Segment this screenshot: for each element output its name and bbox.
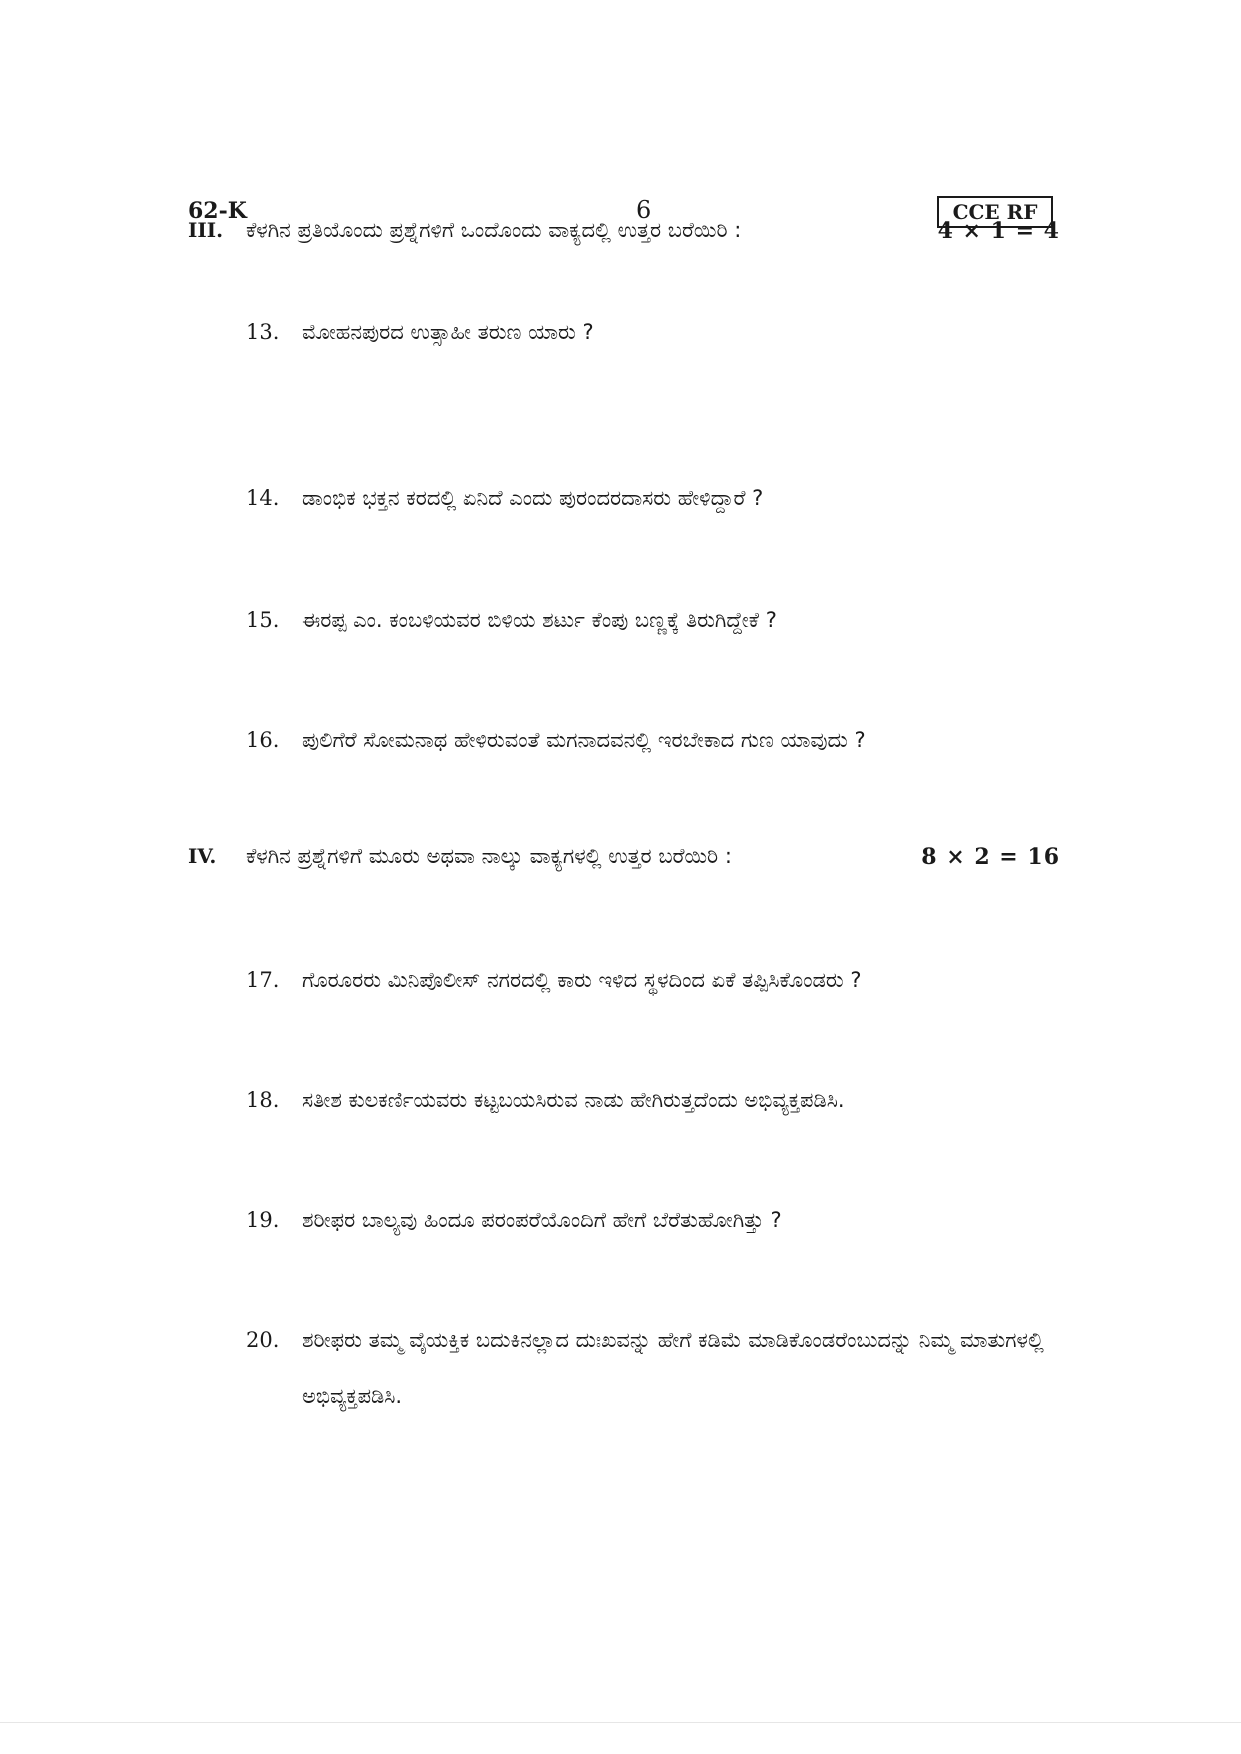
- question-number: 13.: [246, 320, 280, 344]
- cce-rf-box: CCE RF: [937, 196, 1053, 228]
- section-instruction: ಕೆಳಗಿನ ಪ್ರಶ್ನೆಗಳಿಗೆ ಮೂರು ಅಥವಾ ನಾಲ್ಕು ವಾಕ್ಯಗಳಲ್ಲಿ ಉತ್ತರ ಬರೆಯಿರಿ :: [246, 844, 732, 868]
- question-number: 19.: [246, 1208, 280, 1232]
- question-number: 16.: [246, 728, 280, 752]
- question-text: ಮೋಹನಪುರದ ಉತ್ಸಾಹೀ ತರುಣ ಯಾರು ?: [302, 320, 594, 344]
- question-text: ಡಾಂಭಿಕ ಭಕ್ತನ ಕರದಲ್ಲಿ ಏನಿದೆ ಎಂದು ಪುರಂದರದಾಸರು ಹೇಳಿದ್ದಾರೆ ?: [302, 486, 764, 510]
- question-text: ಈರಪ್ಪ ಎಂ. ಕಂಬಳಿಯವರ ಬಿಳಿಯ ಶರ್ಟು ಕೆಂಪು ಬಣ್ಣಕ್ಕೆ ತಿರುಗಿದ್ದೇಕೆ ?: [302, 608, 777, 632]
- section-marks: 8 × 2 = 16: [921, 844, 1060, 870]
- question-number: 17.: [246, 968, 280, 992]
- question-text: ಶರೀಫರ ಬಾಲ್ಯವು ಹಿಂದೂ ಪರಂಪರೆಯೊಂದಿಗೆ ಹೇಗೆ ಬೆರೆತುಹೋಗಿತ್ತು ?: [302, 1208, 782, 1232]
- page-number: 6: [636, 196, 652, 224]
- section-marks: 4 × 1 = 4: [937, 218, 1060, 244]
- section-number: III.: [188, 218, 224, 242]
- question-text: ಶರೀಫರು ತಮ್ಮ ವೈಯಕ್ತಿಕ ಬದುಕಿನಲ್ಲಾದ ದುಃಖವನ್ನು ಹೇಗೆ ಕಡಿಮೆ ಮಾಡಿಕೊಂಡರೆಂಬುದನ್ನು ನಿಮ್ಮ ಮಾತುಗಳಲ್ಲಿ ಅಭಿವ್ಯಕ್ತಪಡಿಸಿ.: [302, 1328, 1044, 1408]
- question-number: 18.: [246, 1088, 280, 1112]
- section-instruction: ಕೆಳಗಿನ ಪ್ರತಿಯೊಂದು ಪ್ರಶ್ನೆಗಳಿಗೆ ಒಂದೊಂದು ವಾಕ್ಯದಲ್ಲಿ ಉತ್ತರ ಬರೆಯಿರಿ :: [246, 218, 742, 242]
- question-number: 14.: [246, 486, 280, 510]
- question-number: 15.: [246, 608, 280, 632]
- question-text: ಗೊರೂರರು ಮಿನಿಪೊಲೀಸ್ ನಗರದಲ್ಲಿ ಕಾರು ಇಳಿದ ಸ್ಥಳದಿಂದ ಏಕೆ ತಪ್ಪಿಸಿಕೊಂಡರು ?: [302, 968, 862, 992]
- page-bottom-rule: [0, 1722, 1241, 1723]
- paper-code: 62-K: [188, 198, 247, 224]
- question-text: ಸತೀಶ ಕುಲಕರ್ಣಿಯವರು ಕಟ್ಟಬಯಸಿರುವ ನಾಡು ಹೇಗಿರುತ್ತದೆಂದು ಅಭಿವ್ಯಕ್ತಪಡಿಸಿ.: [302, 1088, 845, 1112]
- section-number: IV.: [188, 844, 217, 868]
- question-text: ಪುಲಿಗೆರೆ ಸೋಮನಾಥ ಹೇಳಿರುವಂತೆ ಮಗನಾದವನಲ್ಲಿ ಇರಬೇಕಾದ ಗುಣ ಯಾವುದು ?: [302, 728, 866, 752]
- question-number: 20.: [246, 1328, 280, 1352]
